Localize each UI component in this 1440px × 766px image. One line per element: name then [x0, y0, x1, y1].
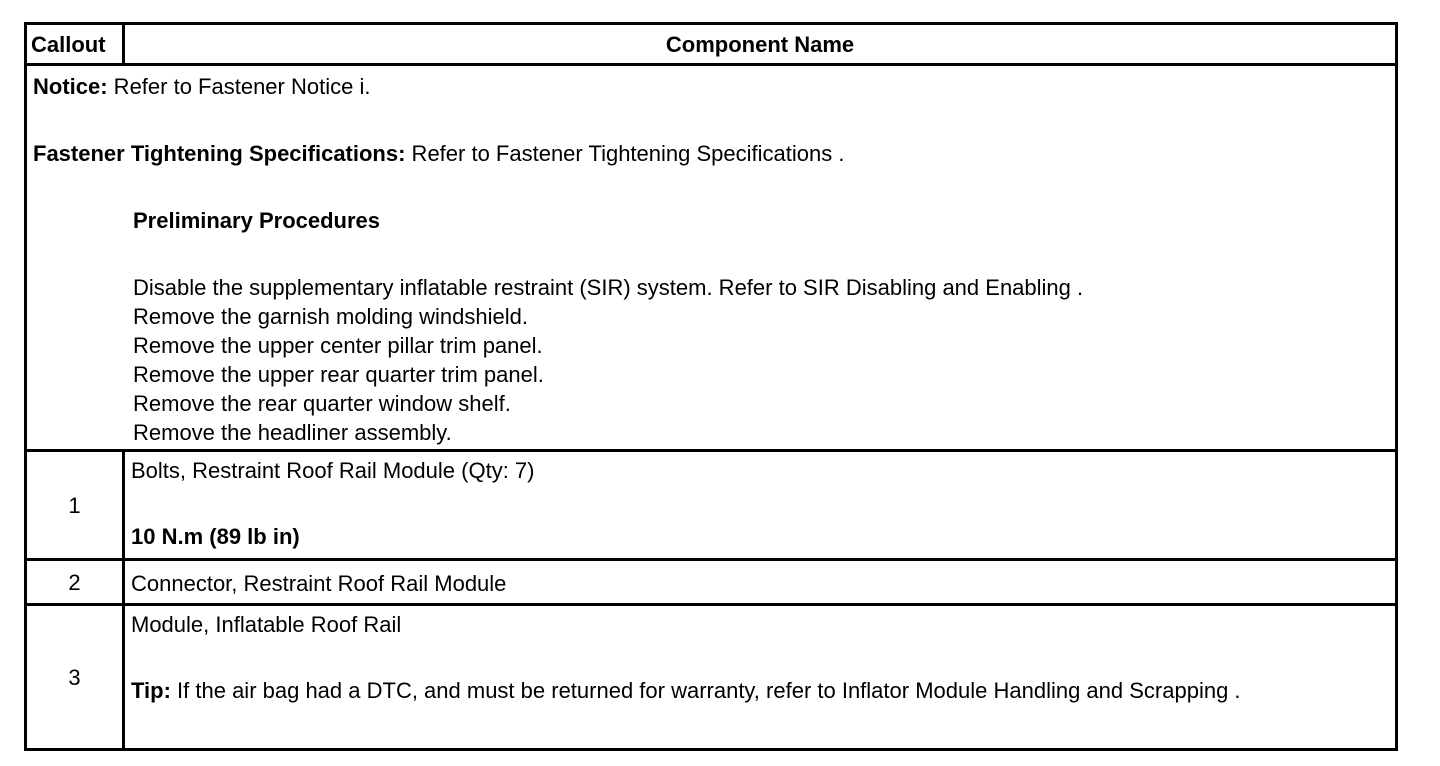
callout-number: 3: [26, 605, 124, 750]
header-component-name: Component Name: [124, 24, 1397, 65]
notice-cell: [26, 65, 1397, 451]
preliminary-procedures: [33, 206, 1389, 447]
spec-text: Refer to Fastener Tightening Specifications .: [405, 141, 845, 166]
preliminary-step: Remove the upper rear quarter trim panel.: [133, 362, 544, 387]
header-callout: Callout: [26, 24, 124, 65]
notice-line: [33, 72, 1389, 101]
notice-row: [26, 65, 1397, 451]
callout-number: 1: [26, 451, 124, 560]
notice-text: Refer to Fastener Notice i.: [107, 74, 371, 99]
preliminary-title: Preliminary Procedures: [133, 208, 381, 233]
spec-line: [33, 139, 1389, 168]
preliminary-step: Remove the rear quarter window shelf.: [133, 391, 511, 416]
preliminary-step: Remove the garnish molding windshield.: [133, 304, 528, 329]
table-row: [26, 560, 1397, 605]
component-name: Bolts, Restraint Roof Rail Module (Qty: 7): [131, 458, 535, 483]
callout-number: 2: [26, 560, 124, 605]
notice-label: Notice:: [33, 74, 108, 99]
table-row: [26, 451, 1397, 560]
tip-text: If the air bag had a DTC, and must be returned for warranty, refer to Inflator Module Handling and Scrapping .: [170, 678, 1241, 703]
component-name: Connector, Restraint Roof Rail Module: [124, 560, 1397, 605]
component-table: [24, 22, 1398, 751]
component-name: Module, Inflatable Roof Rail: [131, 612, 402, 637]
tip-label: Tip:: [131, 678, 171, 703]
table-row: [26, 605, 1397, 750]
component-cell: [124, 451, 1397, 560]
preliminary-step: Remove the headliner assembly.: [133, 420, 452, 445]
spec-label: Fastener Tightening Specifications:: [33, 141, 406, 166]
preliminary-step: Remove the upper center pillar trim panel.: [133, 333, 543, 358]
preliminary-step: Disable the supplementary inflatable restraint (SIR) system. Refer to SIR Disabling and Enabling .: [133, 275, 1084, 300]
tip-line: [131, 676, 1389, 705]
table-header-row: [26, 24, 1397, 65]
component-cell: [124, 605, 1397, 750]
torque-spec: 10 N.m (89 lb in): [131, 524, 300, 549]
